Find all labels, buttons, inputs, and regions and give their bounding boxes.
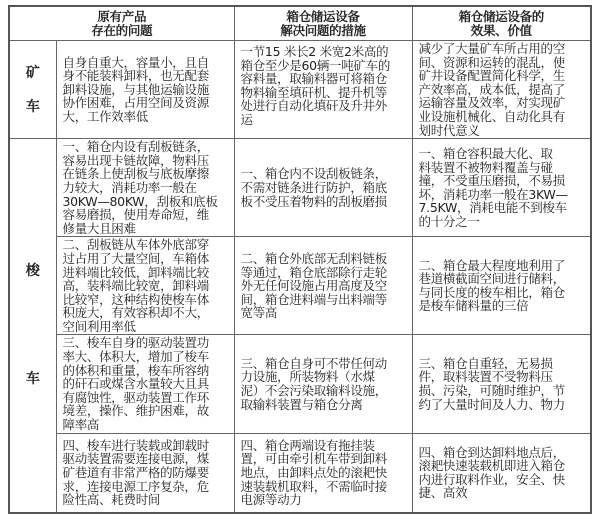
value-cell: 二、箱仓最大程度地利用了 巷道横截面空间进行储料， 与同长度的梭车相比，箱仓 是梭车储料量的三倍 — [412, 237, 591, 335]
measure-cell: 一、箱仓内不设刮板链条， 不需对链条进行防护，箱底 板不受压着物料的刮板磨损 — [234, 139, 412, 237]
measure-cell: 一节15 米长2 米宽2米高的 箱仓至少是60辆一吨矿车的 容料量，取输料器可将箱仓 物料输至填矸机、提升机等 处进行自动化填矸及升井外 运 — [234, 41, 412, 139]
table-row — [9, 139, 591, 237]
value-cell: 减少了大量矿车所占用的空 间、资源和运转的混乱，使 矿井设备配置简化科学，生 产效率高，成本低，提高了 运输容量及效率，对实现矿 业设施机械化、自动化具有 划时代意义 — [412, 41, 591, 139]
row-label-mine-car: 矿 车 — [9, 41, 56, 139]
header-value: 箱仓储运设备的 效果、价值 — [412, 6, 591, 41]
row-label-shuttle-car: 梭 车 — [9, 139, 56, 513]
comparison-table — [8, 5, 592, 514]
table-row — [9, 335, 591, 433]
problem-cell: 三、梭车自身的驱动装置功 率大、体积大，增加了梭车 的体积和重量，梭车所容纳 的矸石或煤含水量较大且具 有腐蚀性，驱动装置工作环 境差，操作、维护困难，故 障率高 — [56, 335, 234, 433]
problem-cell: 四、梭车进行装载或卸载时 驱动装置需要连接电源，煤 矿巷道有非常严格的防爆要 求，连接电源工序复杂，危 险性高、耗费时间 — [56, 433, 234, 513]
value-cell: 一、箱仓容积最大化、取 料装置不被物料覆盖与碰 撞，不受重压磨损，不易损 坏，消耗功率一般在3KW— 7.5KW，消耗电能不到梭车 的十分之一 — [412, 139, 591, 237]
header-measures: 箱仓储运设备 解决问题的措施 — [234, 6, 412, 41]
table-row — [9, 433, 591, 513]
value-cell: 四、箱仓到达卸料地点后， 滚耙快速装载机即进入箱仓 内进行取料作业，安全、快 捷、高效 — [412, 433, 591, 513]
value-cell: 三、箱仓自重轻，无易损 件，取料装置不受物料压 损、污染，可随时维护，节 约了大量时间及人力、物力 — [412, 335, 591, 433]
measure-cell: 三、箱仓自身可不带任何动 力设施，所装物料（水煤 泥）不会污染取输料设施， 取输料装置与箱仓分离 — [234, 335, 412, 433]
problem-cell: 自身自重大，容量小，且自 身不能装料卸料，也无配套 卸料设施，与其他运输设施 协作困难，占用空间及资源 大，工作效率低 — [56, 41, 234, 139]
problem-cell: 二、刮板链从车体外底部穿 过占用了大量空间，车箱体 进料端比较低，卸料端比较 高，装料端比较宽，卸料端 比较窄，这种结构使梭车体 积庞大，有效容积却不大， 空间利用率低 — [56, 237, 234, 335]
measure-cell: 二、箱仓外底部无刮料链板 等通过，箱仓底部除行走轮 外无任何设施占用高度及空 间，箱仓进料端与出料端等 宽等高 — [234, 237, 412, 335]
measure-cell: 四、箱仓两端设有拖挂装 置，可由牵引机车带到卸料 地点，由卸料点处的滚耙快 速装载机取料，不需临时接 电源等动力 — [234, 433, 412, 513]
problem-cell: 一、箱仓内设有刮板链条， 容易出现卡链故障，物料压 在链条上使刮板与底板摩擦 力较大，消耗功率一般在 30KW—80KW，刮板和底板 容易磨损，使用寿命短，维 修量大且困难 — [56, 139, 234, 237]
table-row — [9, 237, 591, 335]
header-row — [9, 6, 591, 41]
header-problems: 原有产品 存在的问题 — [9, 6, 234, 41]
table-row — [9, 41, 591, 139]
